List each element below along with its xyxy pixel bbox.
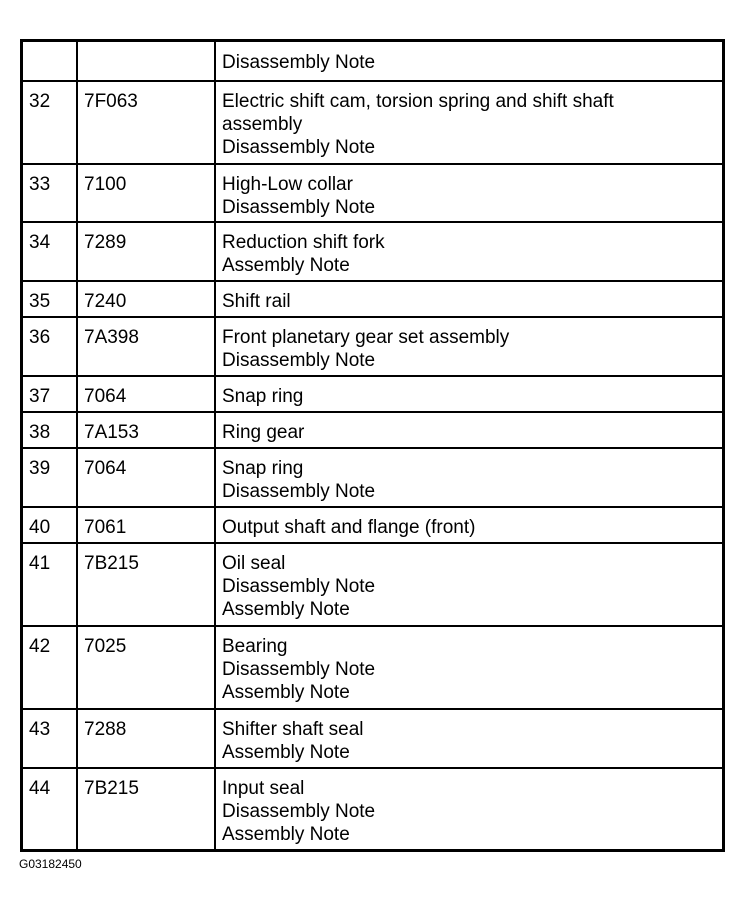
description-line: Assembly Note [222,598,350,620]
description-cell [215,768,724,851]
description-line: Disassembly Note [222,800,376,822]
item-number-cell: 36 [22,317,78,376]
description-line: Output shaft and flange (front) [222,516,476,538]
description-line: assembly [222,113,303,135]
description-line: Reduction shift fork [222,231,385,253]
item-number-cell: 37 [22,376,78,412]
table-row [22,412,724,448]
description-cell [215,412,724,448]
part-number-cell: 7064 [77,376,215,412]
item-number-cell: 43 [22,709,78,768]
description-cell [215,543,724,626]
description-line: Electric shift cam, torsion spring and shift shaft [222,90,614,112]
item-number-cell: 32 [22,81,78,164]
description-line: Disassembly Note [222,52,376,73]
table-row [22,281,724,317]
description-cell [215,81,724,164]
description-line: Oil seal [222,552,286,574]
description-line: High-Low collar [222,173,353,195]
description-cell [215,376,724,412]
description-line: Assembly Note [222,823,350,845]
part-number-cell: 7F063 [77,81,215,164]
description-cell [215,41,724,81]
part-number-cell: 7025 [77,626,215,709]
description-line: Disassembly Note [222,575,376,597]
description-cell [215,507,724,543]
figure-id: G03182450 [19,857,82,871]
description-cell [215,448,724,507]
table-row [22,626,724,709]
description-line: Disassembly Note [222,658,376,680]
part-number-cell: 7064 [77,448,215,507]
description-line: Disassembly Note [222,196,376,218]
description-cell [215,709,724,768]
item-number-cell: 42 [22,626,78,709]
item-number-cell [22,41,78,81]
table-row [22,164,724,222]
table-row [22,376,724,412]
description-line: Disassembly Note [222,136,376,158]
item-number-cell: 33 [22,164,78,222]
item-number-cell: 40 [22,507,78,543]
description-cell [215,164,724,222]
description-line: Shift rail [222,290,291,312]
item-number-cell: 38 [22,412,78,448]
part-number-cell: 7100 [77,164,215,222]
description-line: Assembly Note [222,254,350,276]
table-row [22,81,724,164]
description-cell [215,222,724,281]
description-line: Snap ring [222,457,304,479]
table-row [22,507,724,543]
table-row [22,448,724,507]
item-number-cell: 39 [22,448,78,507]
part-number-cell: 7061 [77,507,215,543]
table-row [22,709,724,768]
part-number-cell: 7289 [77,222,215,281]
description-line: Shifter shaft seal [222,718,364,740]
description-line: Disassembly Note [222,480,376,502]
parts-table [20,39,725,852]
description-cell [215,281,724,317]
part-number-cell: 7A153 [77,412,215,448]
part-number-cell: 7240 [77,281,215,317]
item-number-cell: 35 [22,281,78,317]
description-line: Front planetary gear set assembly [222,326,510,348]
part-number-cell [77,41,215,81]
description-line: Ring gear [222,421,305,443]
table-row [22,543,724,626]
item-number-cell: 34 [22,222,78,281]
item-number-cell: 41 [22,543,78,626]
part-number-cell: 7A398 [77,317,215,376]
description-line: Bearing [222,635,288,657]
item-number-cell: 44 [22,768,78,851]
description-line: Assembly Note [222,681,350,703]
parts-table-body [22,41,724,851]
table-row [22,41,724,81]
description-line: Assembly Note [222,741,350,763]
table-row [22,768,724,851]
part-number-cell: 7B215 [77,768,215,851]
description-cell [215,317,724,376]
description-line: Disassembly Note [222,349,376,371]
description-cell [215,626,724,709]
part-number-cell: 7288 [77,709,215,768]
description-line: Input seal [222,777,305,799]
table-row [22,317,724,376]
description-line: Snap ring [222,385,304,407]
table-row [22,222,724,281]
part-number-cell: 7B215 [77,543,215,626]
